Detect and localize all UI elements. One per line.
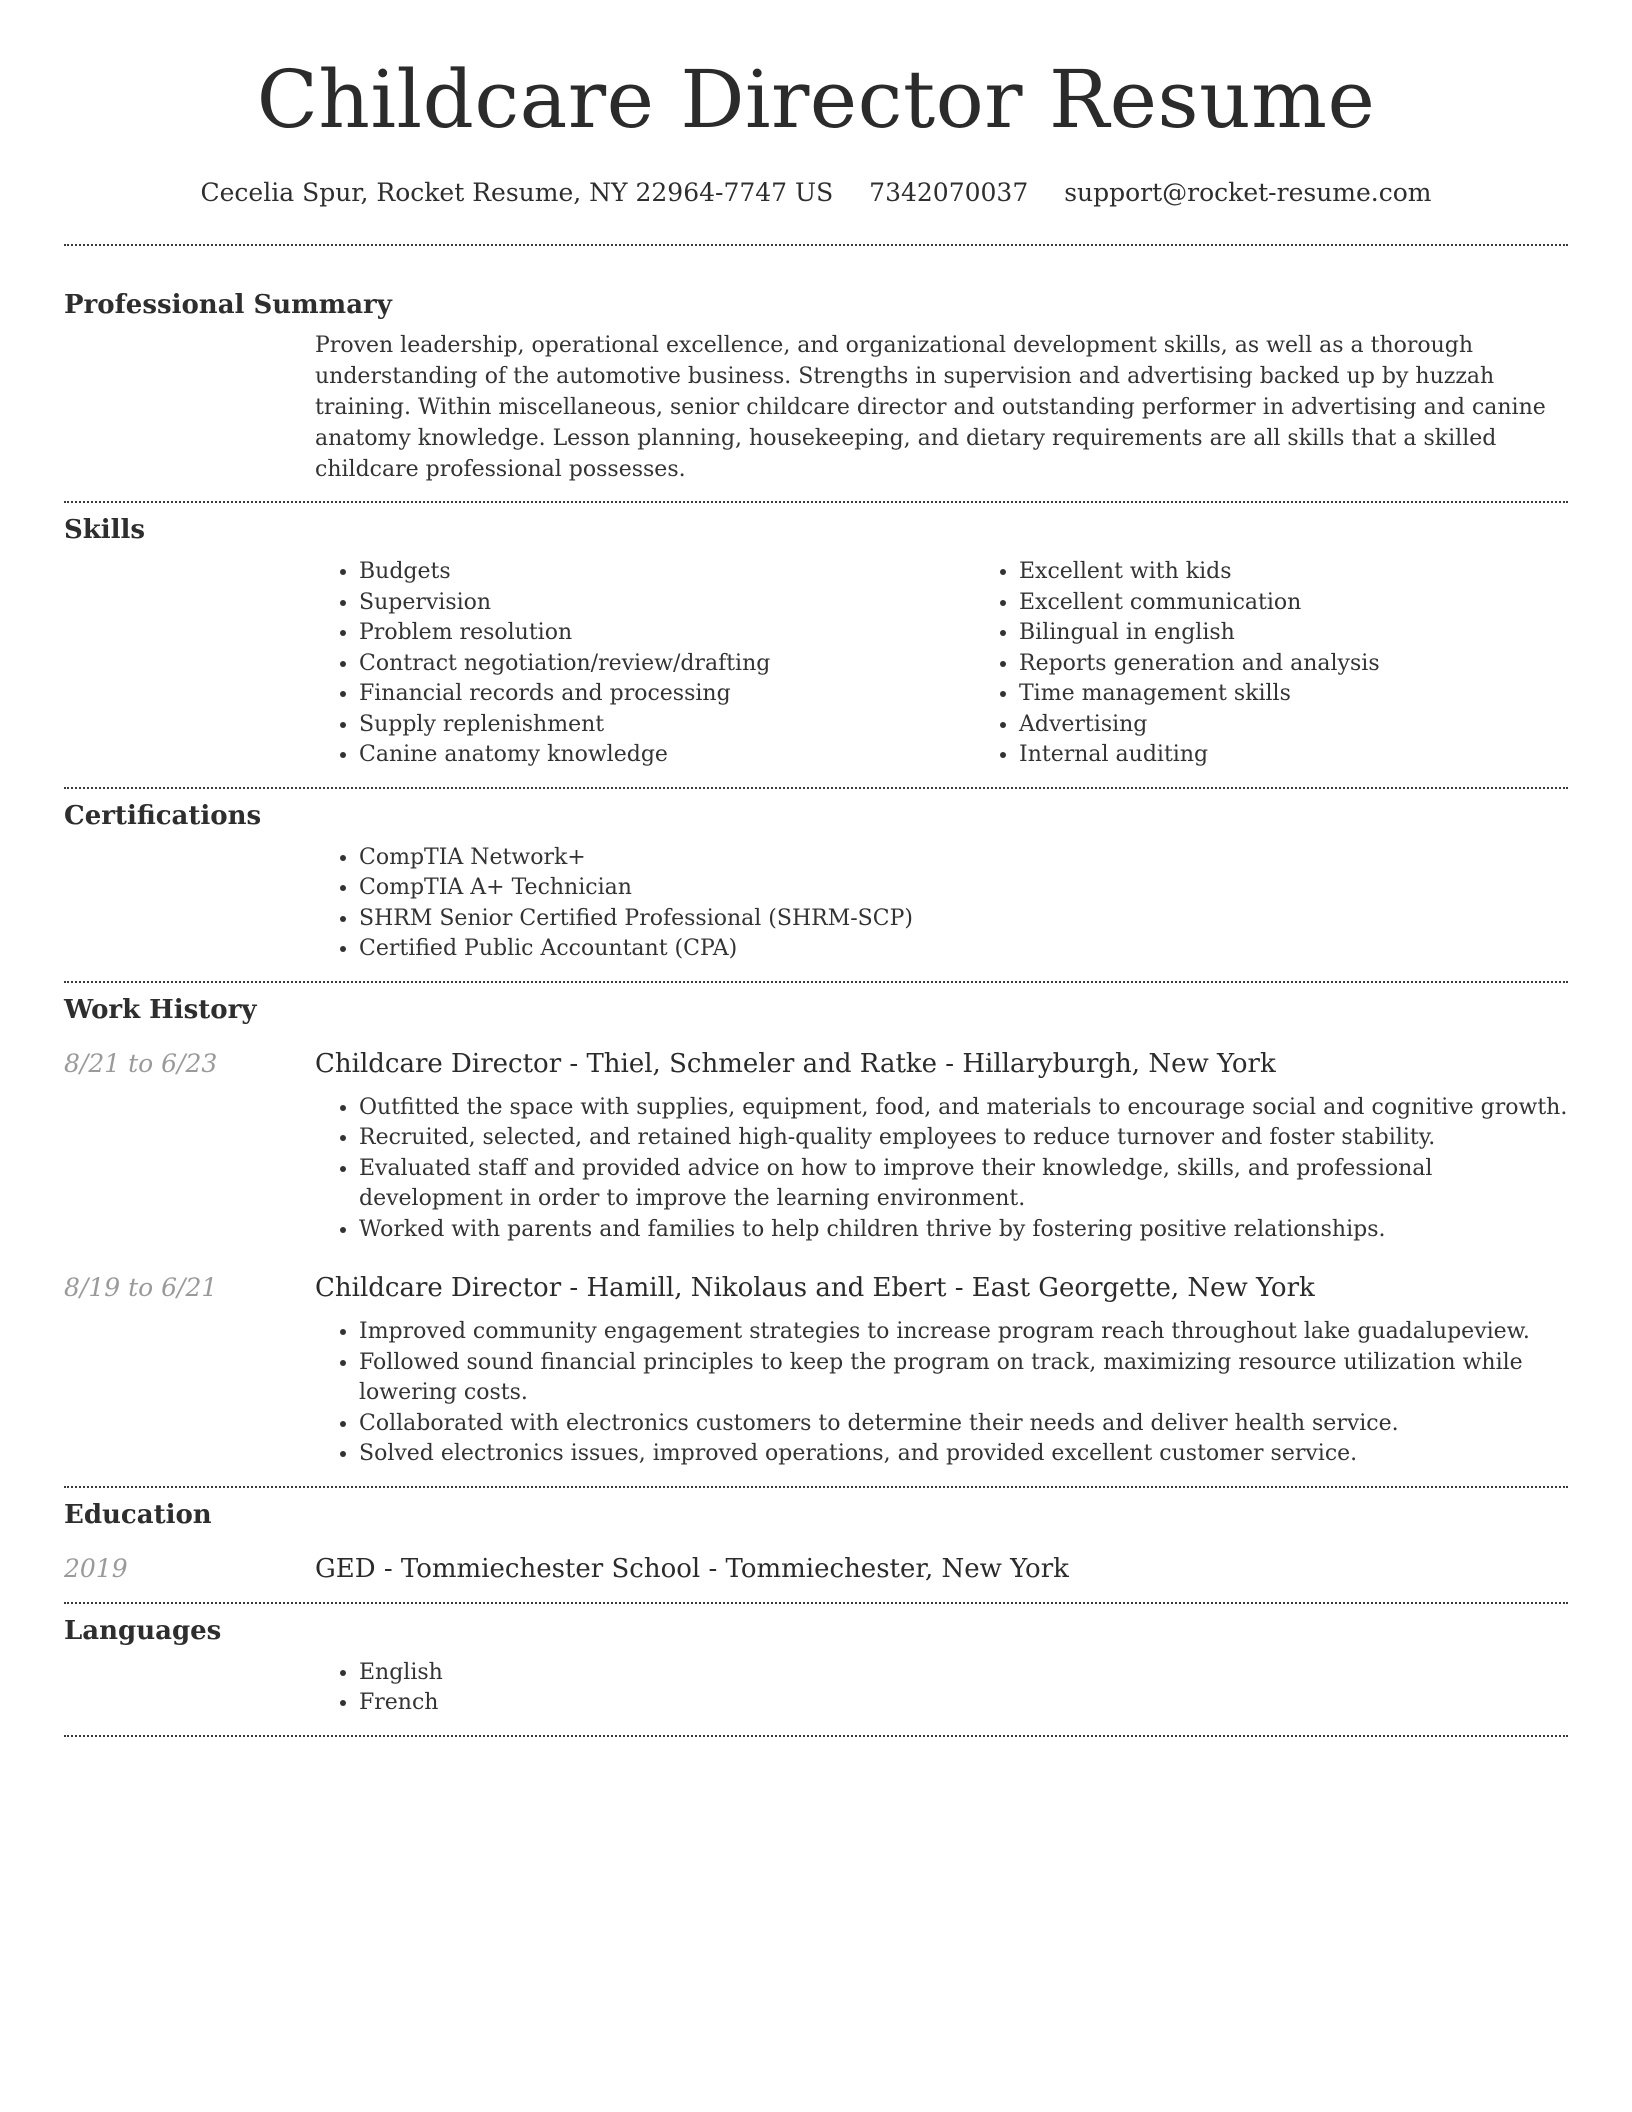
contact-address: Cecelia Spur, Rocket Resume, NY 22964-7747 US — [200, 178, 834, 207]
job-entry — [64, 1047, 1568, 1246]
skills-list-left — [315, 557, 975, 771]
list-item: • Evaluated staff and provided advice on how to improve their knowledge, skills, and professional development in order to improve the learning environment. — [359, 1154, 1568, 1215]
work-history-heading: Work History — [64, 994, 257, 1025]
contact-email: support@rocket-resume.com — [1064, 178, 1432, 207]
list-item: • CompTIA Network+ — [359, 843, 1568, 874]
contact-line — [64, 176, 1568, 210]
job-dates: 8/21 to 6/23 — [64, 1048, 218, 1078]
list-item: • Supply replenishment — [359, 710, 975, 741]
job-details — [315, 1317, 1568, 1470]
education-section — [64, 1488, 1568, 1602]
list-item: • Time management skills — [1019, 679, 1632, 710]
skills-list-right — [975, 557, 1632, 771]
languages-list — [315, 1658, 1568, 1719]
list-item: • SHRM Senior Certified Professional (SHRM-SCP) — [359, 904, 1568, 935]
list-item: • Internal auditing — [1019, 740, 1632, 771]
list-item: • Certified Public Accountant (CPA) — [359, 934, 1568, 965]
list-item: • Supervision — [359, 588, 975, 619]
list-item: • Canine anatomy knowledge — [359, 740, 975, 771]
certifications-body — [315, 843, 1568, 965]
list-item: • French — [359, 1688, 1568, 1719]
list-item: • Collaborated with electronics customers to determine their needs and deliver health service. — [359, 1409, 1568, 1440]
job-title: Childcare Director - Thiel, Schmeler and Ratke - Hillaryburgh, New York — [315, 1048, 1276, 1079]
divider — [64, 1735, 1568, 1737]
education-heading: Education — [64, 1499, 212, 1530]
skills-heading: Skills — [64, 515, 146, 545]
list-item: • Financial records and processing — [359, 679, 975, 710]
job-bullets — [315, 1093, 1568, 1246]
education-date: 2019 — [64, 1553, 128, 1583]
list-item: • CompTIA A+ Technician — [359, 873, 1568, 904]
list-item: • Worked with parents and families to help children thrive by fostering positive relationships. — [359, 1215, 1568, 1246]
list-item: • Solved electronics issues, improved operations, and provided excellent customer service. — [359, 1439, 1568, 1470]
list-item: • Bilingual in english — [1019, 618, 1632, 649]
contact-phone: 7342070037 — [869, 178, 1029, 207]
education-entry — [64, 1552, 1568, 1586]
list-item: • Problem resolution — [359, 618, 975, 649]
job-header — [64, 1047, 1568, 1081]
certifications-section — [64, 789, 1568, 981]
skills-section — [64, 503, 1568, 787]
list-item: • Followed sound financial principles to keep the program on track, maximizing resource utilization while lowering costs. — [359, 1348, 1568, 1409]
job-details — [315, 1093, 1568, 1246]
list-item: • Excellent with kids — [1019, 557, 1632, 588]
job-header — [64, 1271, 1568, 1305]
skills-columns — [315, 557, 1568, 771]
summary-heading: Professional Summary — [64, 290, 392, 320]
job-entry — [64, 1271, 1568, 1470]
job-bullets — [315, 1317, 1568, 1470]
summary-body — [315, 330, 1568, 485]
summary-section — [64, 246, 1568, 501]
list-item: • Reports generation and analysis — [1019, 649, 1632, 680]
list-item: • Excellent communication — [1019, 588, 1632, 619]
job-title: Childcare Director - Hamill, Nikolaus and Ebert - East Georgette, New York — [315, 1273, 1315, 1303]
education-title: GED - Tommiechester School - Tommiechester, New York — [315, 1553, 1069, 1584]
certifications-list — [315, 843, 1568, 965]
certifications-heading: Certifications — [64, 800, 262, 831]
list-item: • Advertising — [1019, 710, 1632, 741]
list-item: • Outfitted the space with supplies, equipment, food, and materials to encourage social and cognitive growth. — [359, 1093, 1568, 1124]
languages-heading: Languages — [64, 1615, 222, 1646]
list-item: • English — [359, 1658, 1568, 1689]
page-title: Childcare Director Resume — [256, 53, 1376, 146]
summary-text: Proven leadership, operational excellence, and organizational development skills, as well as a thorough understanding of the automotive business. Strengths in supervision and advertising backed up by huzzah training. Within miscellaneous, senior childcare director and outstanding performer in advertising and canine anatomy knowledge. Lesson planning, housekeeping, and dietary requirements are all skills that a skilled childcare professional possesses. — [315, 333, 1546, 482]
work-history-section — [64, 983, 1568, 1486]
list-item: • Budgets — [359, 557, 975, 588]
job-dates: 8/19 to 6/21 — [64, 1273, 218, 1302]
list-item: • Improved community engagement strategies to increase program reach throughout lake guadalupeview. — [359, 1317, 1568, 1348]
languages-section — [64, 1604, 1568, 1735]
languages-body — [315, 1658, 1568, 1719]
list-item: • Contract negotiation/review/drafting — [359, 649, 975, 680]
list-item: • Recruited, selected, and retained high-quality employees to reduce turnover and foster stability. — [359, 1123, 1568, 1154]
